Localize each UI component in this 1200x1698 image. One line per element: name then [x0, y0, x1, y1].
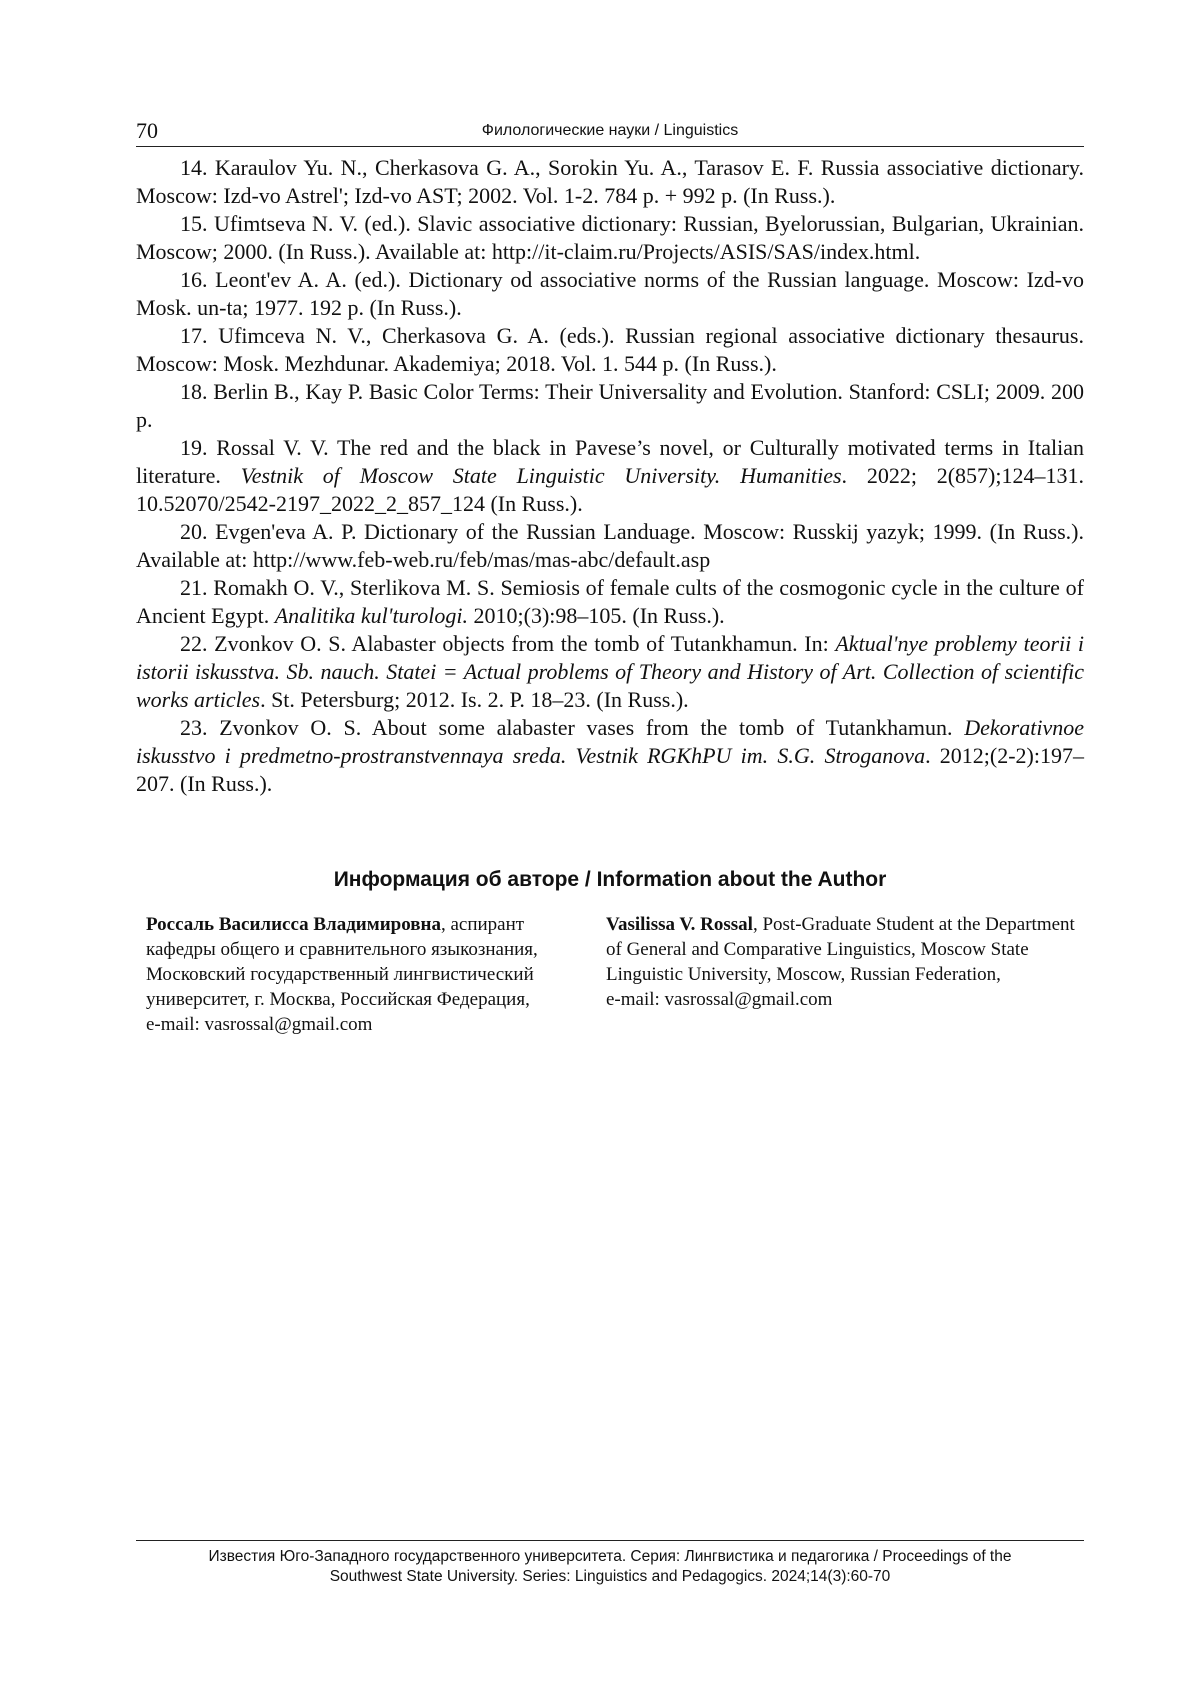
reference-source-title: Dekorativnoe iskusstvo i predmetno-prostranstvennaya sreda. Vestnik RGKhPU im. S.G. Stroganova — [136, 715, 1084, 768]
reference-list — [136, 154, 1084, 798]
reference-text: 15. Ufimtseva N. V. (ed.). Slavic associative dictionary: Russian, Byelorussian, Bulgarian, Ukrainian. Moscow; 2000. (In Russ.). Available at: http://it-claim.ru/Projects/ASIS/SAS/index.html. — [136, 211, 1084, 264]
reference-text: . 2012;(2-2):197–207. (In Russ.). — [136, 743, 1084, 796]
reference-text: 22. Zvonkov O. S. Alabaster objects from the tomb of Tutankhamun. In: — [180, 631, 836, 656]
reference-text: . 2022; 2(857);124–131. 10.52070/2542-2197_2022_2_857_124 (In Russ.). — [136, 463, 1084, 516]
author-name-en: Vasilissa V. Rossal — [606, 914, 753, 935]
reference-item — [136, 714, 1084, 798]
reference-text: 18. Berlin B., Kay P. Basic Color Terms: Their Universality and Evolution. Stanford: CSLI; 2009. 200 p. — [136, 379, 1084, 432]
reference-text: . St. Petersburg; 2012. Is. 2. P. 18–23. (In Russ.). — [260, 687, 689, 712]
page-number: 70 — [136, 118, 158, 143]
reference-source-title: Vestnik of Moscow State Linguistic University. Humanities — [240, 463, 842, 488]
reference-text: 16. Leont'ev A. A. (ed.). Dictionary od associative norms of the Russian language. Moscow: Izd-vo Mosk. un-ta; 1977. 192 p. (In Russ.). — [136, 267, 1084, 320]
author-name-ru: Россаль Василисса Владимировна — [146, 914, 441, 935]
reference-text: 23. Zvonkov O. S. About some alabaster vases from the tomb of Tutankhamun. — [180, 715, 965, 740]
author-details-en: , Post-Graduate Student at the Department of General and Comparative Linguistics, Moscow State Linguistic University, Moscow, Russian Federation, — [606, 914, 1075, 985]
reference-text: 20. Evgen'eva A. P. Dictionary of the Russian Landuage. Moscow: Russkij yazyk; 1999. (In Russ.). Available at: http://www.feb-web.ru/feb/mas/mas-abc/default.asp — [136, 519, 1084, 572]
footer-line-1: Известия Юго-Западного государственного университета. Серия: Лингвистика и педагогика / Proceedings of the — [208, 1548, 1012, 1565]
reference-item — [136, 378, 1084, 434]
author-info-english — [606, 912, 1076, 1012]
reference-item — [136, 630, 1084, 714]
reference-item — [136, 266, 1084, 322]
reference-item — [136, 434, 1084, 518]
page-footer — [136, 1540, 1084, 1587]
reference-text: 2010;(3):98–105. (In Russ.). — [468, 603, 725, 628]
author-email-en: e-mail: vasrossal@gmail.com — [606, 989, 833, 1010]
author-email-ru: e-mail: vasrossal@gmail.com — [146, 1014, 373, 1035]
footer-line-2: Southwest State University. Series: Linguistics and Pedagogics. 2024;14(3):60-70 — [329, 1568, 891, 1585]
reference-text: 19. Rossal V. V. The red and the black in Pavese’s novel, or Culturally motivated terms in Italian literature. — [136, 435, 1084, 488]
reference-text: 21. Romakh O. V., Sterlikova M. S. Semiosis of female cults of the cosmogonic cycle in the culture of Ancient Egypt. — [136, 575, 1084, 628]
reference-item — [136, 574, 1084, 630]
author-details-ru: , аспирант кафедры общего и сравнительного языкознания, Московский государственный лингвистический университет, г. Москва, Российская Федерация, — [146, 914, 538, 1010]
reference-text: 14. Karaulov Yu. N., Cherkasova G. A., Sorokin Yu. A., Tarasov E. F. Russia associative dictionary. Moscow: Izd-vo Astrel'; Izd-vo AST; 2002. Vol. 1-2. 784 p. + 992 p. (In Russ.). — [136, 155, 1084, 208]
reference-source-title: Analitika kul'turologi. — [274, 603, 469, 628]
page-header — [136, 118, 1084, 147]
reference-source-title: Aktual'nye problemy teorii i istorii iskusstva. Sb. nauch. Statei = Actual problems of Theory and History of Art. Collection of scientific works articles — [136, 631, 1085, 712]
author-info-heading: Информация об авторе / Information about the Author — [333, 868, 887, 891]
reference-text: 17. Ufimceva N. V., Cherkasova G. A. (eds.). Russian regional associative dictionary thesaurus. Moscow: Mosk. Mezhdunar. Akademiya; 2018. Vol. 1. 544 p. (In Russ.). — [136, 323, 1084, 376]
reference-item — [136, 322, 1084, 378]
reference-item — [136, 210, 1084, 266]
running-title: Филологические науки / Linguistics — [481, 122, 739, 139]
reference-item — [136, 154, 1084, 210]
author-info-russian — [146, 912, 576, 1037]
reference-item — [136, 518, 1084, 574]
